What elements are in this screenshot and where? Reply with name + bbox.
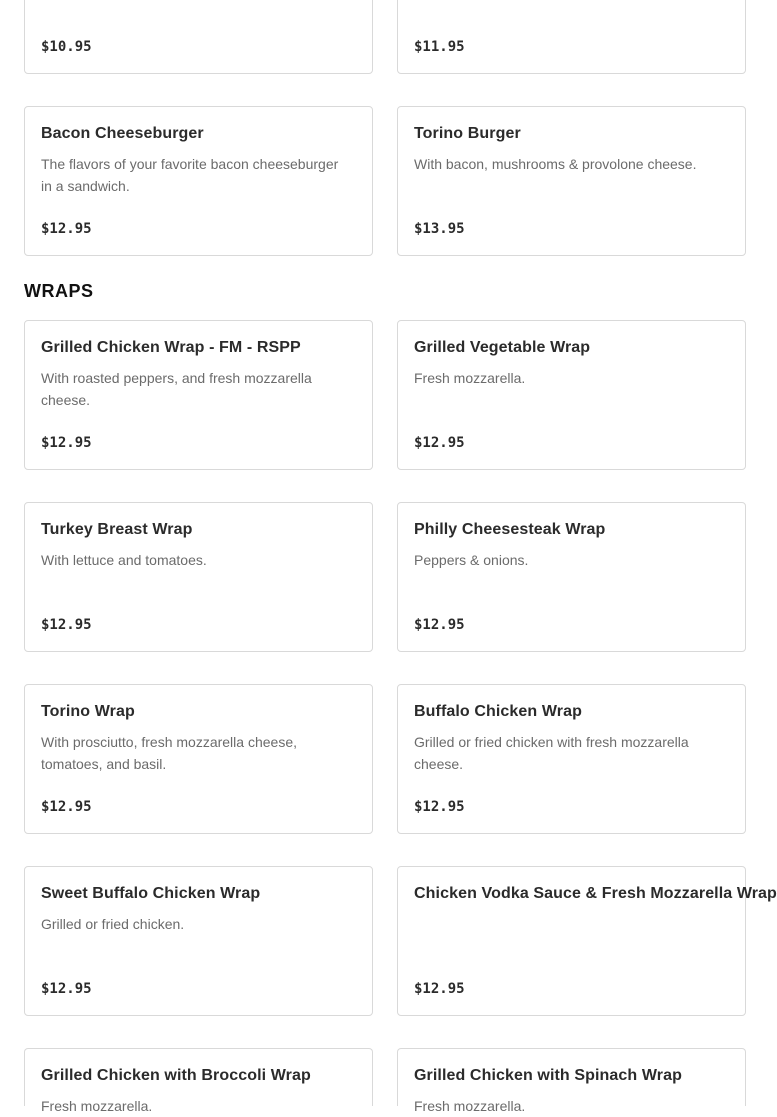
menu-item-card[interactable]	[24, 684, 373, 834]
menu-item-card[interactable]	[397, 684, 746, 834]
menu-item-description: With roasted peppers, and fresh mozzarella cheese.	[41, 370, 312, 408]
menu-item-name: Buffalo Chicken Wrap	[414, 703, 582, 720]
menu-item-price: $10.95	[41, 39, 92, 55]
menu-item-card[interactable]	[397, 106, 746, 256]
menu-item-description: Fresh mozzarella.	[414, 370, 526, 386]
menu-item-card[interactable]	[24, 1048, 373, 1114]
menu-item-price: $12.95	[41, 617, 92, 633]
menu-item-price: $12.95	[41, 435, 92, 451]
menu-item-description: Peppers & onions.	[414, 552, 529, 568]
menu-item-price: $12.95	[41, 799, 92, 815]
menu-item-description: Fresh mozzarella.	[414, 1098, 526, 1114]
menu-item-price: $12.95	[41, 981, 92, 997]
menu-item-card[interactable]	[397, 0, 746, 74]
menu-item-card[interactable]	[24, 866, 373, 1016]
menu-item-name: Grilled Vegetable Wrap	[414, 339, 591, 356]
menu-item-card[interactable]	[24, 106, 373, 256]
menu-item-card[interactable]	[397, 502, 746, 652]
menu-item-card[interactable]	[24, 0, 373, 74]
menu-item-description: Fresh mozzarella.	[41, 1098, 153, 1114]
menu-item-card[interactable]	[24, 502, 373, 652]
menu-item-name: Philly Cheesesteak Wrap	[414, 521, 606, 538]
menu-item-description: The flavors of your favorite bacon cheeseburger in a sandwich.	[41, 156, 339, 194]
menu-item-description: With lettuce and tomatoes.	[41, 552, 207, 568]
menu-item-name: Turkey Breast Wrap	[41, 521, 193, 538]
menu-item-name: Bacon Cheeseburger	[41, 125, 204, 142]
section-title-wraps: WRAPS	[24, 281, 94, 301]
menu-item-card[interactable]	[397, 866, 777, 1016]
menu-item-name: Sweet Buffalo Chicken Wrap	[41, 885, 261, 902]
menu-item-price: $12.95	[414, 617, 465, 633]
menu-item-price: $12.95	[41, 221, 92, 237]
menu-item-name: Grilled Chicken with Spinach Wrap	[414, 1067, 682, 1084]
menu-item-price: $13.95	[414, 221, 465, 237]
menu-item-card[interactable]	[24, 320, 373, 470]
menu-item-price: $12.95	[414, 799, 465, 815]
menu-item-description: With prosciutto, fresh mozzarella cheese, tomatoes, and basil.	[41, 734, 297, 772]
menu-item-price: $12.95	[414, 435, 465, 451]
menu-item-price: $11.95	[414, 39, 465, 55]
menu-item-price: $12.95	[414, 981, 465, 997]
menu-item-name: Chicken Vodka Sauce & Fresh Mozzarella Wrap	[414, 885, 777, 902]
menu-item-name: Grilled Chicken Wrap - FM - RSPP	[41, 339, 301, 356]
menu-item-description: With bacon, mushrooms & provolone cheese.	[414, 156, 697, 172]
menu-item-card[interactable]	[397, 1048, 746, 1114]
menu-item-name: Torino Burger	[414, 125, 521, 142]
menu-item-description: Grilled or fried chicken.	[41, 916, 185, 932]
menu-item-name: Torino Wrap	[41, 703, 135, 720]
menu-item-description: Grilled or fried chicken with fresh mozzarella cheese.	[414, 734, 689, 772]
menu-item-card[interactable]	[397, 320, 746, 470]
menu-item-name: Grilled Chicken with Broccoli Wrap	[41, 1067, 311, 1084]
